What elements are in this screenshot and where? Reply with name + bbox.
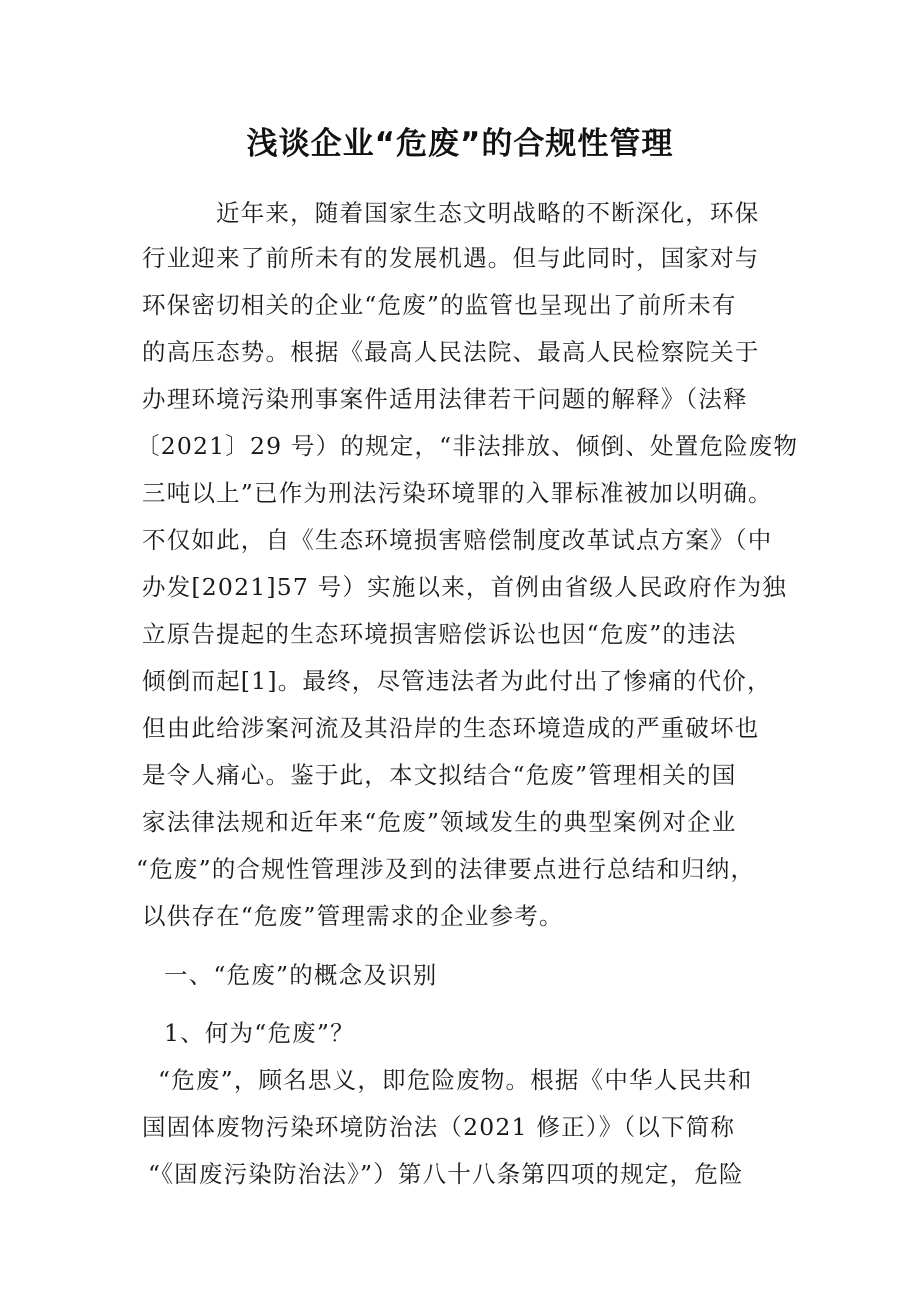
paragraph-line: 〔2021〕29 号）的规定，“非法排放、倾倒、处置危险废物 <box>136 432 799 460</box>
paragraph-line: “《固废污染防治法》”）第八十八条第四项的规定，危险 <box>148 1160 744 1188</box>
paragraph-line: 的高压态势。根据《最高人民法院、最高人民检察院关于 <box>142 338 760 366</box>
paragraph-line: 行业迎来了前所未有的发展机遇。但与此同时，国家对与 <box>142 244 760 272</box>
document-title: 浅谈企业“危废”的合规性管理 <box>246 126 674 162</box>
paragraph-line: 家法律法规和近年来“危废”领域发生的典型案例对企业 <box>142 808 737 836</box>
paragraph-line: 国固体废物污染环境防治法（2021 修正）》（以下简称 <box>142 1113 736 1141</box>
paragraph-line: 是令人痛心。鉴于此，本文拟结合“危废”管理相关的国 <box>142 761 737 789</box>
paragraph-line: 但由此给涉案河流及其沿岸的生态环境造成的严重破坏也 <box>142 714 760 742</box>
paragraph-line: “危废”的合规性管理涉及到的法律要点进行总结和归纳， <box>136 855 756 883</box>
paragraph-line: 办发[2021]57 号）实施以来，首例由省级人民政府作为独 <box>142 573 788 601</box>
paragraph-line: 不仅如此，自《生态环境损害赔偿制度改革试点方案》（中 <box>142 526 773 554</box>
section-heading: 一、“危废”的概念及识别 <box>164 961 438 989</box>
paragraph-line: “危废”，顾名思义，即危险废物。根据《中华人民共和 <box>158 1066 753 1094</box>
paragraph-line: 倾倒而起[1]。最终，尽管违法者为此付出了惨痛的代价， <box>142 667 772 695</box>
subsection-heading: 1、何为“危废”？ <box>164 1019 355 1047</box>
paragraph-line: 以供存在“危废”管理需求的企业参考。 <box>142 902 564 930</box>
paragraph-line: 三吨以上”已作为刑法污染环境罪的入罪标准被加以明确。 <box>142 479 773 507</box>
paragraph-line: 立原告提起的生态环境损害赔偿诉讼也因“危废”的违法 <box>142 620 737 648</box>
paragraph-line: 办理环境污染刑事案件适用法律若干问题的解释》（法释 <box>142 385 748 413</box>
paragraph-line: 近年来，随着国家生态文明战略的不断深化，环保 <box>216 199 760 227</box>
paragraph-line: 环保密切相关的企业“危废”的监管也呈现出了前所未有 <box>142 291 737 319</box>
